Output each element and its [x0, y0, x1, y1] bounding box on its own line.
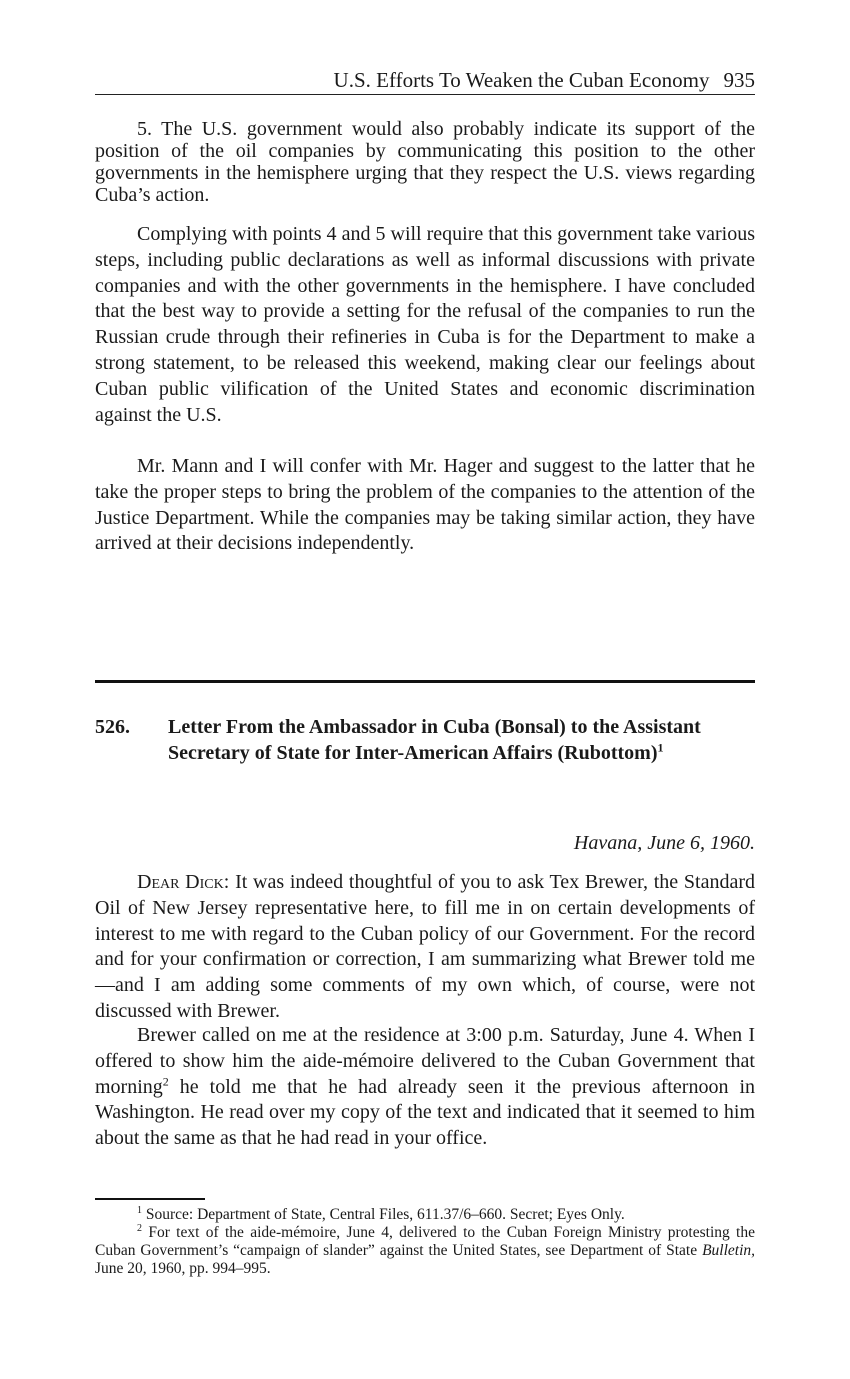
paragraph-brewer-visit [95, 1023, 755, 1152]
footnote-2-mark: 2 [137, 1222, 142, 1234]
footnote-divider [95, 1198, 205, 1200]
document-number: 526. [95, 716, 130, 738]
document-title [168, 714, 758, 766]
salutation: Dear Dick: [137, 871, 230, 893]
paragraph-point-5: 5. The U.S. government would also probably indicate its support of the position of the oil companies by communicating this position to the other governments in the hemisphere urging that they respect the U.S. views regarding Cuba’s action. [95, 118, 755, 206]
dateline: Havana, June 6, 1960. [573, 832, 755, 854]
running-title: U.S. Efforts To Weaken the Cuban Economy [333, 68, 710, 92]
footnotes [95, 1206, 755, 1278]
brewer-text-a: Brewer called on me at the residence at 3:00 p.m. Saturday, June 4. When I offered to show him the aide-mémoire delivered to the Cuban Government that morning [95, 1024, 755, 1098]
footnote-2-text-b: June 20, 1960, pp. 994–995. [95, 1260, 271, 1277]
footnote-1-mark: 1 [137, 1204, 142, 1216]
footnote-2-text-a: For text of the aide-mémoire, June 4, delivered to the Cuban Foreign Ministry protesting the Cuban Government’s “campaign of slander” against the United States, see Department of State [95, 1224, 755, 1259]
document-title-text: Letter From the Ambassador in Cuba (Bonsal) to the Assistant Secretary of State for Inter-American Affairs (Rubottom) [168, 716, 701, 764]
brewer-text-b: he told me that he had already seen it the previous afternoon in Washington. He read over my copy of the text and indicated that it seemed to him about the same as that he had read in your office. [95, 1075, 756, 1150]
running-header [95, 66, 755, 95]
footnote-2 [95, 1224, 755, 1278]
footnote-ref-1: 1 [657, 740, 664, 755]
paragraph-mann-hager: Mr. Mann and I will confer with Mr. Hager and suggest to the latter that he take the proper steps to bring the problem of the companies to the attention of the Justice Department. While the companies may be taking similar action, they have arrived at their decisions independently. [95, 455, 755, 555]
footnote-1 [95, 1206, 755, 1224]
footnote-2-bulletin: Bulletin, [702, 1242, 756, 1259]
paragraph-complying: Complying with points 4 and 5 will require that this government take various steps, including public declarations as well as informal discussions with private companies and with the other governments in the hemisphere. I have concluded that the best way to provide a setting for the refusal of the companies to run the Russian crude through their refineries in Cuba is for the Department to make a strong statement, to be released this weekend, making clear our feelings about Cuban public vilification of the United States and economic discrimination against the U.S. [95, 223, 755, 426]
paragraph-salutation [95, 870, 755, 1025]
salutation-body: It was indeed thoughtful of you to ask Tex Brewer, the Standard Oil of New Jersey representative here, to fill me in on certain developments of interest to me with regard to the Cuban policy of our Government. For the record and for your confirmation or correction, I am summarizing what Brewer told me—and I am adding some comments of my own which, of course, were not discussed with Brewer. [95, 871, 756, 1022]
section-divider [95, 680, 755, 683]
page-number: 935 [723, 68, 755, 92]
footnote-ref-2: 2 [162, 1073, 169, 1088]
footnote-1-text: Source: Department of State, Central Files, 611.37/6–660. Secret; Eyes Only. [145, 1206, 625, 1223]
